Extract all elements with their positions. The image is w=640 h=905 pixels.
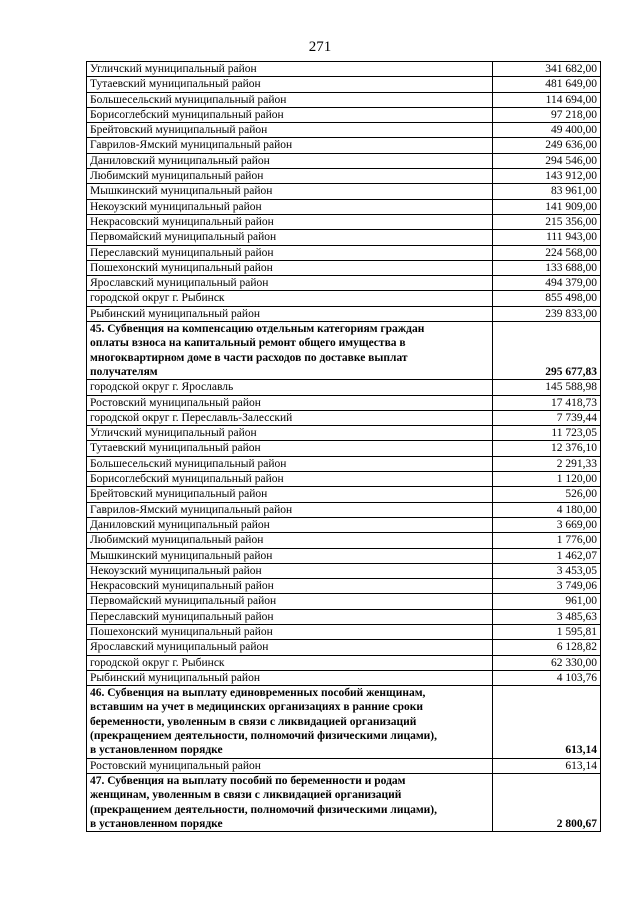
section-title-line: (прекращением деятельности, полномочий физическими лицами), [90,730,437,743]
section-title-line: в установленном порядке [90,744,223,757]
section-title-line: женщинам, уволенным в связи с ликвидацией организаций [90,789,402,802]
section-title-line: 46. Субвенция на выплату единовременных пособий женщинам, [90,687,426,700]
table-row [87,517,601,532]
section-header-row [87,773,601,831]
table-row [87,138,601,153]
table-row [87,214,601,229]
municipality-name: Гаврилов-Ямский муниципальный район [87,502,493,517]
section-title-line: 47. Субвенция на выплату пособий по беременности и родам [90,774,406,787]
table-row [87,502,601,517]
table-row [87,670,601,685]
table-row [87,276,601,291]
table-row [87,153,601,168]
amount-value: 4 103,76 [493,670,601,685]
table-row [87,291,601,306]
municipality-name: Брейтовский муниципальный район [87,487,493,502]
amount-value: 481 649,00 [493,77,601,92]
table-row [87,640,601,655]
municipality-name: Большесельский муниципальный район [87,92,493,107]
amount-value: 143 912,00 [493,169,601,184]
municipality-name: Гаврилов-Ямский муниципальный район [87,138,493,153]
amount-value: 294 546,00 [493,153,601,168]
amount-value: 1 595,81 [493,624,601,639]
table-row [87,260,601,275]
table-row [87,533,601,548]
table-row [87,62,601,77]
amount-value: 145 588,98 [493,380,601,395]
table-row [87,594,601,609]
amount-value: 97 218,00 [493,107,601,122]
municipality-name: Некрасовский муниципальный район [87,579,493,594]
amount-value: 239 833,00 [493,306,601,321]
subvention-table-body [87,62,601,832]
amount-value: 17 418,73 [493,395,601,410]
table-row [87,184,601,199]
table-row [87,426,601,441]
table-row [87,758,601,773]
amount-value: 141 909,00 [493,199,601,214]
section-title [87,322,493,380]
table-row [87,487,601,502]
table-row [87,456,601,471]
table-row [87,472,601,487]
amount-value: 133 688,00 [493,260,601,275]
municipality-name: Пошехонский муниципальный район [87,624,493,639]
table-row [87,624,601,639]
table-row [87,245,601,260]
subvention-table [86,61,601,832]
table-row [87,199,601,214]
table-row [87,306,601,321]
table-row [87,441,601,456]
amount-value: 494 379,00 [493,276,601,291]
municipality-name: городской округ г. Переславль-Залесский [87,410,493,425]
municipality-name: Переславский муниципальный район [87,609,493,624]
amount-value: 62 330,00 [493,655,601,670]
municipality-name: Тутаевский муниципальный район [87,441,493,456]
municipality-name: Борисоглебский муниципальный район [87,107,493,122]
section-title-line: вставшим на учет в медицинских организациях в ранние сроки [90,701,423,714]
amount-value: 1 462,07 [493,548,601,563]
table-row [87,169,601,184]
section-total: 2 800,67 [493,773,601,831]
section-title [87,686,493,758]
section-title-line: в установленном порядке [90,817,223,830]
municipality-name: Мышкинский муниципальный район [87,548,493,563]
amount-value: 114 694,00 [493,92,601,107]
municipality-name: Ярославский муниципальный район [87,276,493,291]
municipality-name: Рыбинский муниципальный район [87,670,493,685]
section-title-line: 45. Субвенция на компенсацию отдельным категориям граждан [90,323,425,336]
table-row [87,107,601,122]
amount-value: 49 400,00 [493,123,601,138]
table-row [87,123,601,138]
municipality-name: городской округ г. Рыбинск [87,655,493,670]
municipality-name: Переславский муниципальный район [87,245,493,260]
section-title [87,773,493,831]
amount-value: 961,00 [493,594,601,609]
amount-value: 4 180,00 [493,502,601,517]
page-number: 271 [308,39,332,55]
municipality-name: Даниловский муниципальный район [87,153,493,168]
table-row [87,395,601,410]
amount-value: 111 943,00 [493,230,601,245]
section-title-line: получателям [90,365,158,378]
section-total: 295 677,83 [493,322,601,380]
municipality-name: Большесельский муниципальный район [87,456,493,471]
section-title-line: (прекращением деятельности, полномочий физическими лицами), [90,803,437,816]
amount-value: 12 376,10 [493,441,601,456]
section-title-line: беременности, уволенным в связи с ликвидацией организаций [90,715,417,728]
municipality-name: Даниловский муниципальный район [87,517,493,532]
municipality-name: Первомайский муниципальный район [87,594,493,609]
table-row [87,410,601,425]
municipality-name: Первомайский муниципальный район [87,230,493,245]
amount-value: 1 120,00 [493,472,601,487]
municipality-name: Мышкинский муниципальный район [87,184,493,199]
section-title-line: многоквартирном доме в части расходов по доставке выплат [90,351,408,364]
amount-value: 1 776,00 [493,533,601,548]
table-row [87,548,601,563]
amount-value: 11 723,05 [493,426,601,441]
municipality-name: Ярославский муниципальный район [87,640,493,655]
municipality-name: Борисоглебский муниципальный район [87,472,493,487]
municipality-name: Пошехонский муниципальный район [87,260,493,275]
municipality-name: Любимский муниципальный район [87,533,493,548]
section-total: 613,14 [493,686,601,758]
table-row [87,579,601,594]
amount-value: 215 356,00 [493,214,601,229]
municipality-name: городской округ г. Рыбинск [87,291,493,306]
table-row [87,77,601,92]
amount-value: 3 453,05 [493,563,601,578]
municipality-name: Некоузский муниципальный район [87,563,493,578]
amount-value: 855 498,00 [493,291,601,306]
municipality-name: Брейтовский муниципальный район [87,123,493,138]
amount-value: 613,14 [493,758,601,773]
municipality-name: Рыбинский муниципальный район [87,306,493,321]
amount-value: 83 961,00 [493,184,601,199]
amount-value: 3 669,00 [493,517,601,532]
municipality-name: Угличский муниципальный район [87,426,493,441]
municipality-name: Угличский муниципальный район [87,62,493,77]
municipality-name: Ростовский муниципальный район [87,395,493,410]
amount-value: 224 568,00 [493,245,601,260]
amount-value: 526,00 [493,487,601,502]
table-row [87,380,601,395]
amount-value: 341 682,00 [493,62,601,77]
amount-value: 3 749,06 [493,579,601,594]
municipality-name: Тутаевский муниципальный район [87,77,493,92]
amount-value: 6 128,82 [493,640,601,655]
section-header-row [87,686,601,758]
municipality-name: городской округ г. Ярославль [87,380,493,395]
amount-value: 7 739,44 [493,410,601,425]
table-row [87,609,601,624]
amount-value: 3 485,63 [493,609,601,624]
table-row [87,230,601,245]
table-row [87,655,601,670]
section-title-line: оплаты взноса на капитальный ремонт общего имущества в [90,337,406,350]
amount-value: 249 636,00 [493,138,601,153]
table-row [87,92,601,107]
municipality-name: Ростовский муниципальный район [87,758,493,773]
section-header-row [87,322,601,380]
amount-value: 2 291,33 [493,456,601,471]
municipality-name: Некоузский муниципальный район [87,199,493,214]
municipality-name: Некрасовский муниципальный район [87,214,493,229]
table-row [87,563,601,578]
municipality-name: Любимский муниципальный район [87,169,493,184]
